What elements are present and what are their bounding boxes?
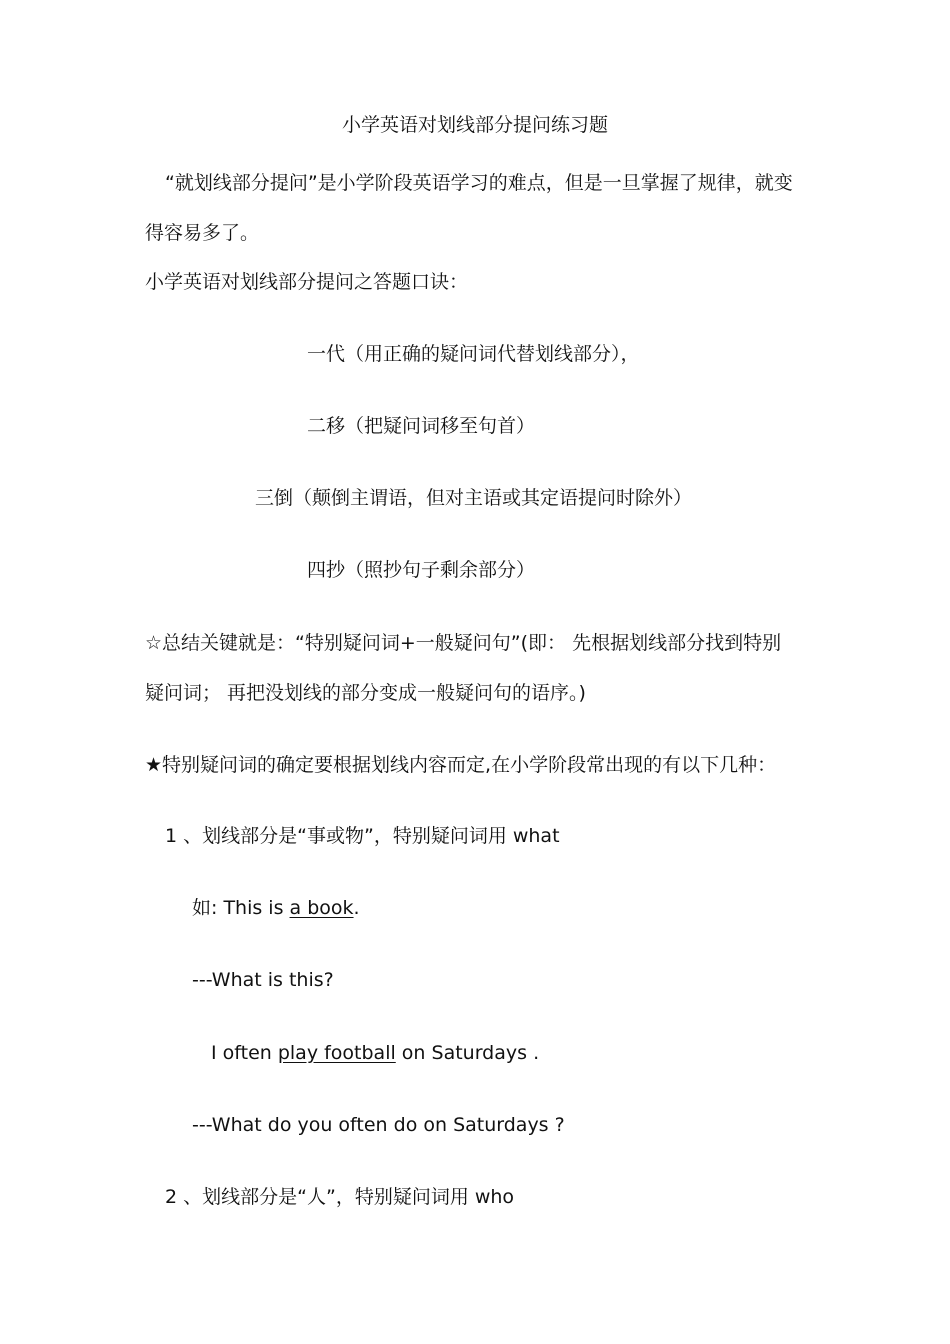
- step-3: 三倒（颠倒主谓语，但对主语或其定语提问时除外）: [255, 487, 693, 509]
- step-4: 四抄（照抄句子剩余部分）: [307, 559, 536, 581]
- example-1-prefix: 如: This is: [192, 897, 290, 919]
- step-2: 二移（把疑问词移至句首）: [307, 415, 536, 437]
- intro-line-2: 得容易多了。: [145, 222, 260, 244]
- rule-intro: ★特别疑问词的确定要根据划线内容而定,在小学阶段常出现的有以下几种：: [145, 754, 777, 776]
- page-title: 小学英语对划线部分提问练习题: [341, 114, 608, 136]
- example-1-underlined: a book: [289, 897, 354, 919]
- section-2-heading: 2 、划线部分是“人”，特别疑问词用 who: [165, 1186, 515, 1208]
- example-2-underlined: play football: [277, 1042, 396, 1064]
- example-2-answer: ---What do you often do on Saturdays ?: [192, 1114, 565, 1136]
- section-1-heading: 1 、划线部分是“事或物”，特别疑问词用 what: [165, 825, 560, 847]
- example-1-suffix: .: [353, 897, 360, 919]
- summary-line-2: 疑问词； 再把没划线的部分变成一般疑问句的语序。): [145, 682, 586, 704]
- mnemonic-heading: 小学英语对划线部分提问之答题口诀：: [145, 271, 469, 293]
- summary-line-1: ☆总结关键就是：“特别疑问词+一般疑问句”(即： 先根据划线部分找到特别: [145, 632, 782, 654]
- step-1: 一代（用正确的疑问词代替划线部分），: [307, 343, 640, 365]
- example-2-sentence: [211, 1040, 539, 1066]
- intro-line-1: “就划线部分提问”是小学阶段英语学习的难点，但是一旦掌握了规律，就变: [165, 172, 793, 194]
- example-1-answer: ---What is this?: [192, 969, 334, 991]
- example-2-suffix: on Saturdays .: [395, 1042, 540, 1064]
- example-2-prefix: I often: [211, 1042, 278, 1064]
- example-1-sentence: [192, 895, 360, 921]
